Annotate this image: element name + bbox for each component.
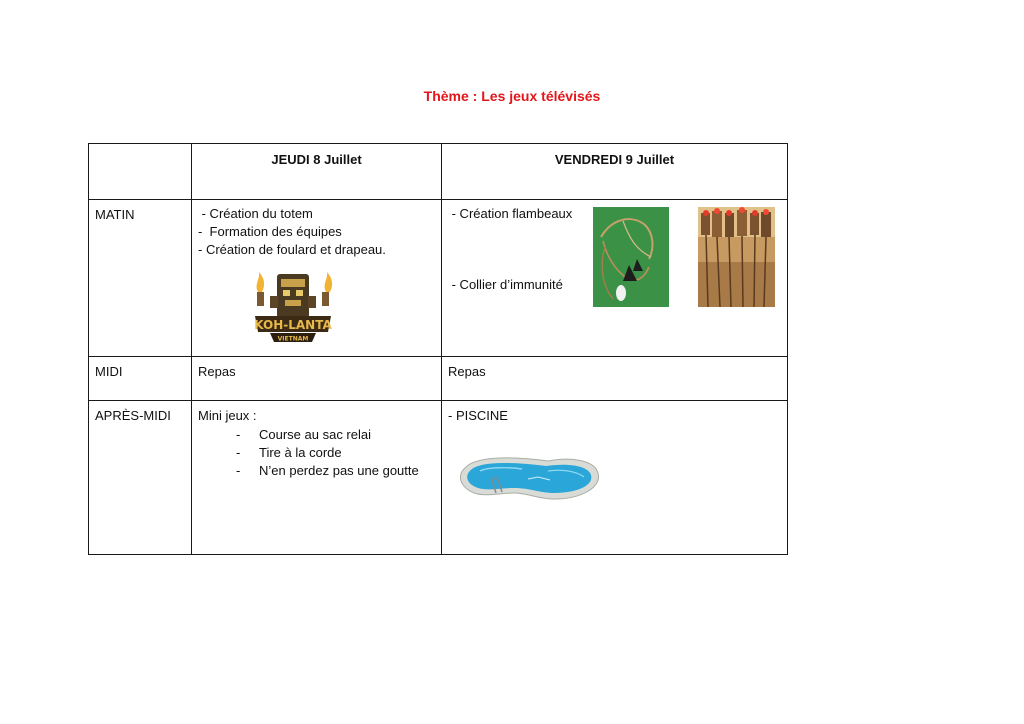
mini-games-list xyxy=(192,426,441,480)
game-sack-race: Course au sac relai xyxy=(259,427,371,442)
row-label-cell xyxy=(89,401,192,555)
midi-day1-text: Repas xyxy=(198,364,236,379)
game-tug-of-war: Tire à la corde xyxy=(259,445,342,460)
matin-day2-cell xyxy=(442,200,788,357)
header-empty-cell xyxy=(89,144,192,200)
row-label-apres-midi: APRÈS-MIDI xyxy=(95,408,171,423)
list-item xyxy=(236,426,441,444)
table-row-midi xyxy=(89,357,788,401)
torches-photo-icon xyxy=(698,207,775,307)
row-label-matin: MATIN xyxy=(95,207,135,222)
midi-day2-text: Repas xyxy=(448,364,486,379)
header-day2-cell xyxy=(442,144,788,200)
schedule-table xyxy=(88,143,788,555)
table-header-row xyxy=(89,144,788,200)
activity-immunity-necklace: - Collier d’immunité xyxy=(448,277,563,292)
matin-day1-cell xyxy=(192,200,442,357)
logo-subtitle-text: VIETNAM xyxy=(277,335,309,343)
midi-day2-cell xyxy=(442,357,788,401)
swimming-pool-icon xyxy=(458,453,602,503)
logo-title-text: KOH-LANTA xyxy=(254,318,332,332)
row-label-cell xyxy=(89,357,192,401)
game-water-drop: N’en perdez pas une goutte xyxy=(259,463,419,478)
koh-lanta-logo-icon xyxy=(252,270,334,345)
apres-midi-day1-cell xyxy=(192,401,442,555)
activity-totem: - Création du totem xyxy=(198,206,313,221)
table-row-matin xyxy=(89,200,788,357)
activity-scarf-flag: - Création de foulard et drapeau. xyxy=(198,242,386,257)
table-row-apres-midi xyxy=(89,401,788,555)
row-label-midi: MIDI xyxy=(95,364,123,379)
pool-activity: - PISCINE xyxy=(448,408,508,423)
list-marker: - xyxy=(236,427,241,442)
mini-games-intro: Mini jeux : xyxy=(198,408,257,423)
day1-heading: JEUDI 8 Juillet xyxy=(271,152,362,167)
midi-day1-cell xyxy=(192,357,442,401)
page-title: Thème : Les jeux télévisés xyxy=(423,88,601,104)
row-label-cell xyxy=(89,200,192,357)
list-marker: - xyxy=(236,445,241,460)
apres-midi-day2-cell xyxy=(442,401,788,555)
list-marker: - xyxy=(236,463,241,478)
list-item xyxy=(236,462,441,480)
activity-teams: - Formation des équipes xyxy=(198,224,342,239)
activity-torches: - Création flambeaux xyxy=(448,206,573,221)
list-item xyxy=(236,444,441,462)
day2-heading: VENDREDI 9 Juillet xyxy=(554,152,675,167)
header-day1-cell xyxy=(192,144,442,200)
necklace-photo-icon xyxy=(593,207,669,307)
